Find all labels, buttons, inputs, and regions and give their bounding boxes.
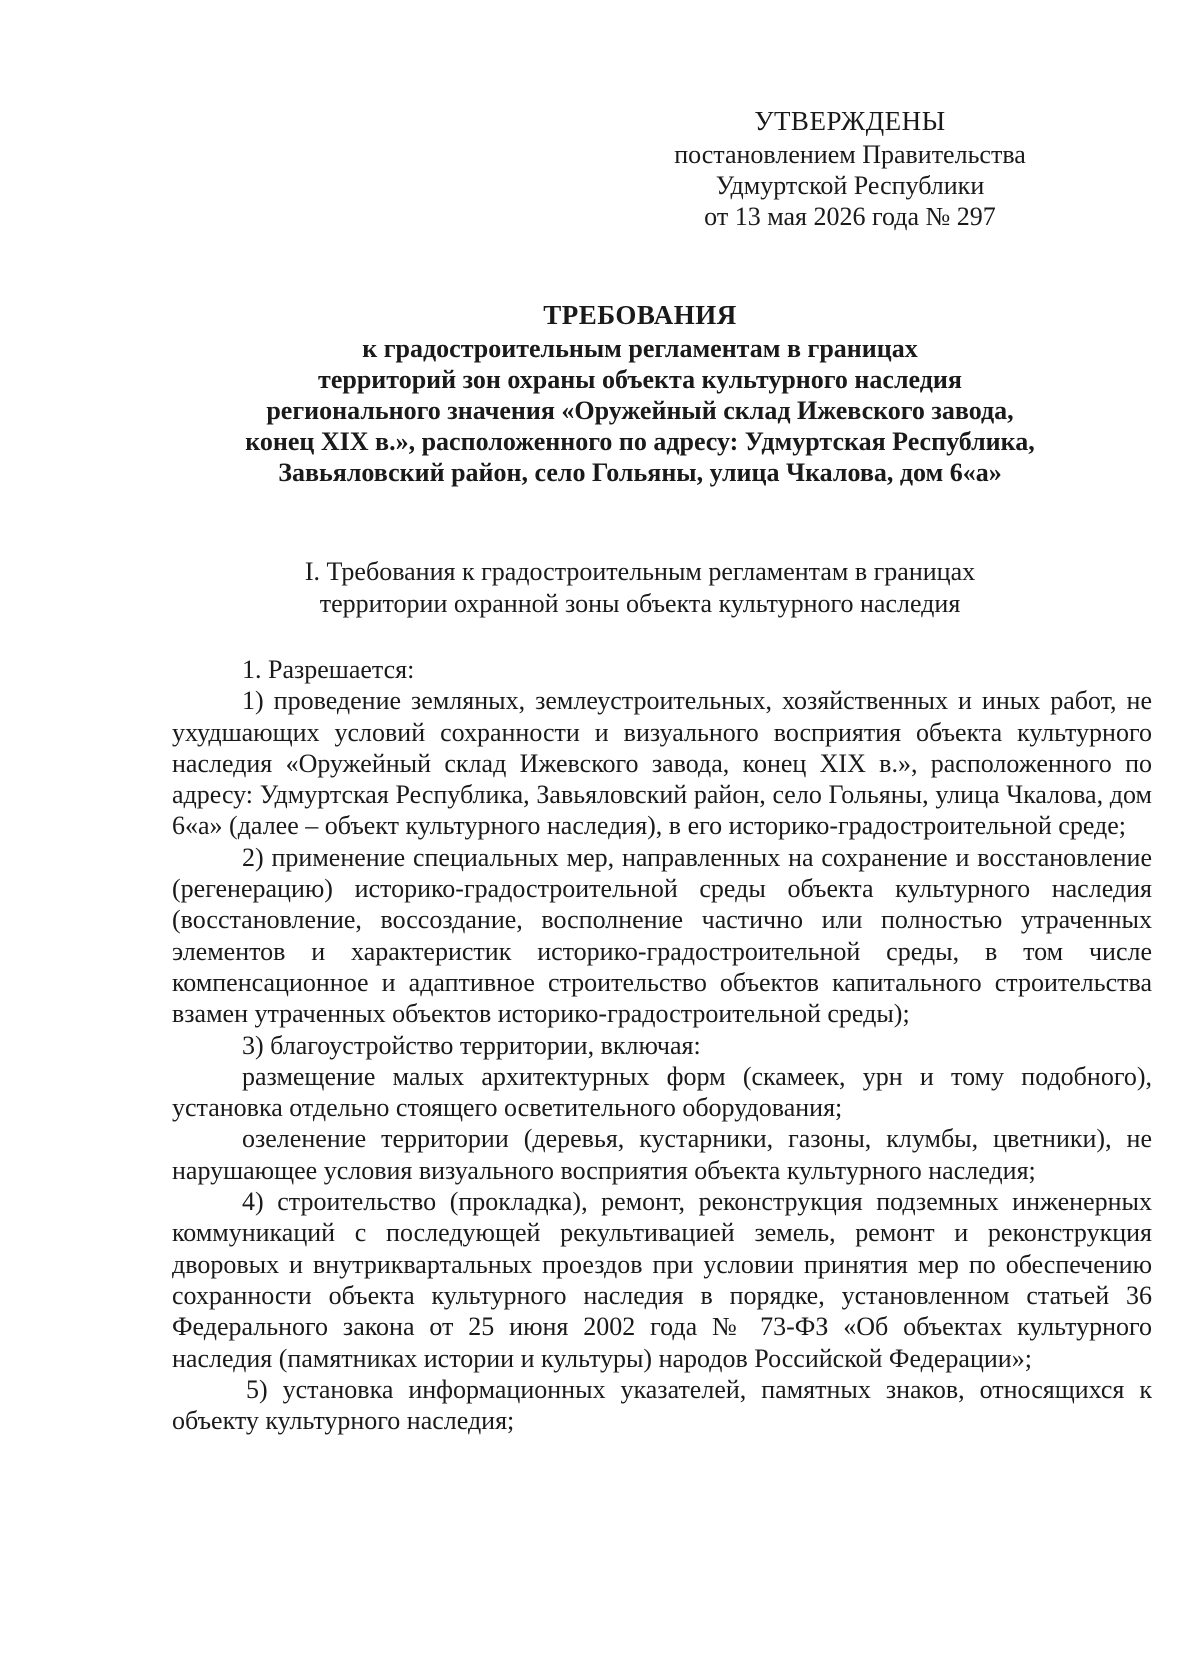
- document-title: [170, 300, 1110, 488]
- title-main: ТРЕБОВАНИЯ: [543, 300, 737, 330]
- title-line: к градостроительным регламентам в границах: [362, 334, 918, 363]
- paragraph-item-3b: озеленение территории (деревья, кустарники, газоны, клумбы, цветники), не нарушающее условия визуального восприятия объекта культурного наследия;: [172, 1124, 1152, 1185]
- paragraph-item-4: 4) строительство (прокладка), ремонт, реконструкция подземных инженерных коммуникаций с последующей рекультивацией земель, ремонт и реконструкция дворовых и внутриквартальных проездов при условии принятия мер по обеспечению сохранности объекта культурного наследия в порядке, установленном статьей 36 Федерального закона от 25 июня 2002 года № 73-ФЗ «Об объектах культурного наследия (памятниках истории и культуры) народов Российской Федерации»;: [172, 1187, 1152, 1373]
- approval-line: Удмуртской Республики: [715, 171, 985, 200]
- paragraph-item-2: 2) применение специальных мер, направленных на сохранение и восстановление (регенерацию) историко-градостроительной среды объекта культурного наследия (восстановление, воссоздание, восполнение частично или полностью утраченных элементов и характеристик историко-градостроительной среды, в том числе компенсационное и адаптивное строительство объектов капитального строительства взамен утраченных объектов историко-градостроительной среды);: [172, 842, 1152, 1029]
- section-heading-line: I. Требования к градостроительным регламентам в границах: [304, 557, 976, 586]
- title-line: регионального значения «Оружейный склад Ижевского завода,: [266, 396, 1014, 425]
- paragraph-item-1: 1) проведение земляных, землеустроительных, хозяйственных и иных работ, не ухудшающих условий сохранности и визуального восприятия объекта культурного наследия «Оружейный склад Ижевского завода, конец XIX в.», расположенного по адресу: Удмуртская Республика, Завьяловский район, село Гольяны, улица Чкалова, дом 6«а» (далее – объект культурного наследия), в его историко-градостроительной среде;: [172, 686, 1152, 841]
- paragraph-item-3: 3) благоустройство территории, включая:: [242, 1030, 701, 1060]
- document-body: [172, 654, 1152, 1436]
- section-heading-line: территории охранной зоны объекта культурного наследия: [319, 589, 961, 618]
- paragraph-item-3a: размещение малых архитектурных форм (скамеек, урн и тому подобного), установка отдельно стоящего осветительного оборудования;: [172, 1061, 1152, 1123]
- approval-line: постановлением Правительства: [674, 140, 1026, 169]
- title-line: Завьяловский район, село Гольяны, улица Чкалова, дом 6«а»: [278, 458, 1002, 487]
- approval-date: от 13 мая 2026 года № 297: [704, 202, 996, 231]
- section-heading: [210, 556, 1070, 620]
- paragraph-item-5: 5) установка информационных указателей, памятных знаков, относящихся к объекту культурного наследия;: [172, 1374, 1152, 1436]
- approval-stamp: [640, 106, 1060, 232]
- title-line: территорий зон охраны объекта культурного наследия: [318, 365, 962, 394]
- title-line: конец XIX в.», расположенного по адресу: Удмуртская Республика,: [245, 427, 1035, 456]
- paragraph-intro: 1. Разрешается:: [242, 655, 415, 684]
- approval-heading: УТВЕРЖДЕНЫ: [754, 106, 946, 136]
